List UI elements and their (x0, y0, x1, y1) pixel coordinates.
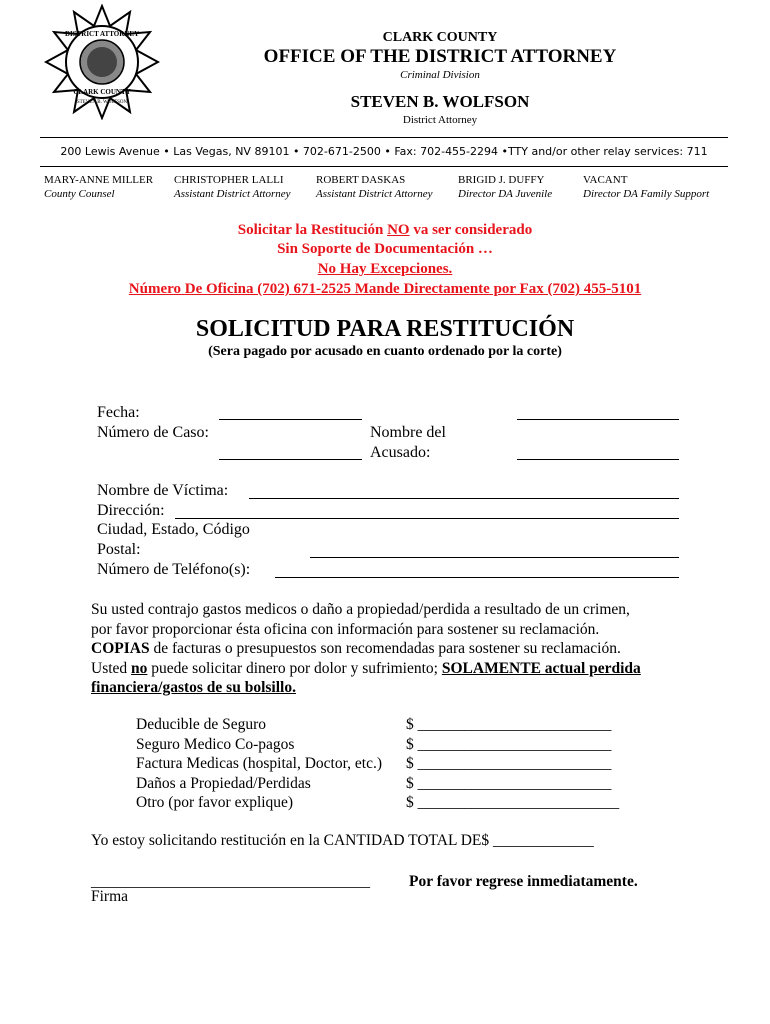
seal-text-bottom: CLARK COUNTY (73, 88, 131, 96)
expense-label: Deducible de Seguro (136, 716, 266, 733)
signature-label: Firma (91, 888, 129, 905)
instructions-paragraph: Su usted contrajo gastos medicos o daño a propiedad/perdida a resultado de un crimen, por favor proporcionar ésta oficina con información para sostener su reclamación. COPIAS de facturas o presupuestos son recomendadas para sostener su reclamación. Usted no puede solicitar dinero por dolor y sufrimiento; SOLAMENTE actual perdida financiera/gastos de su bolsillo. (91, 601, 641, 696)
defendant-name-field[interactable] (517, 459, 679, 460)
phone-label: Número de Teléfono(s): (97, 561, 251, 578)
postal-label: Postal: (97, 541, 141, 558)
expense-label: Seguro Medico Co-pagos (136, 735, 295, 753)
county-heading: CLARK COUNTY (382, 30, 498, 45)
city-state-zip-label: Ciudad, Estado, Código (97, 521, 250, 538)
staff-assistant-da-1: CHRISTOPHER LALLI Assistant District Attorney (174, 174, 291, 200)
fecha-label: Fecha: (97, 404, 140, 421)
phone-field[interactable] (275, 577, 679, 578)
staff-director-family-support: VACANT Director DA Family Support (583, 174, 710, 200)
district-attorney-seal (44, 4, 160, 120)
seal-text-name: STEVEN B. WOLFSON (76, 100, 128, 105)
expense-label: Daños a Propiedad/Perdidas (136, 774, 311, 792)
city-state-zip-field[interactable] (310, 557, 679, 558)
address-field[interactable] (175, 518, 679, 519)
notice-line-3: No Hay Excepciones. (317, 261, 453, 277)
case-number-field[interactable] (219, 459, 362, 460)
expense-labels (136, 715, 382, 813)
expense-label: Otro (por favor explique) (136, 794, 294, 811)
seal-text-top: DISTRICT ATTORNEY (64, 30, 140, 38)
defendant-name-label-2: Acusado: (370, 444, 431, 461)
expense-amount-field[interactable]: $ _________________________ (406, 735, 612, 753)
notice-line-1: Solicitar la Restitución NO va ser considerado (237, 222, 533, 238)
total-request-line[interactable]: Yo estoy solicitando restitución en la CANTIDAD TOTAL DE$ _____________ (91, 832, 594, 849)
case-number-label: Número de Caso: (97, 424, 209, 441)
form-subtitle: (Sera pagado por acusado en cuanto ordenado por la corte) (208, 344, 562, 359)
office-address: 200 Lewis Avenue • Las Vegas, NV 89101 • 702-671-2500 • Fax: 702-455-2294 •TTY and/or other relay services: 711 (60, 145, 708, 158)
staff-assistant-da-2: ROBERT DASKAS Assistant District Attorney (316, 174, 433, 200)
office-heading: OFFICE OF THE DISTRICT ATTORNEY (263, 46, 617, 67)
expense-amount-field[interactable]: $ _________________________ (406, 716, 612, 733)
expense-amounts[interactable] (406, 715, 619, 813)
division-label: Criminal Division (400, 69, 480, 81)
staff-director-juvenile: BRIGID J. DUFFY Director DA Juvenile (458, 174, 553, 200)
expense-amount-field[interactable]: $ _________________________ (406, 755, 612, 772)
header-divider-bottom (40, 166, 728, 167)
signature-line[interactable]: ____________________________________ (91, 873, 370, 890)
expense-label: Factura Medicas (hospital, Doctor, etc.) (136, 755, 383, 772)
header-divider-top (40, 137, 728, 138)
defendant-extra-field[interactable] (517, 419, 679, 420)
defendant-name-label-1: Nombre del (370, 424, 446, 441)
victim-name-label: Nombre de Víctima: (97, 482, 229, 499)
staff-county-counsel: MARY-ANNE MILLER County Counsel (44, 174, 154, 200)
return-note: Por favor regrese inmediatamente. (409, 873, 638, 890)
address-label: Dirección: (97, 502, 165, 519)
notice-line-2: Sin Soporte de Documentación … (277, 241, 493, 257)
expense-amount-field[interactable]: $ __________________________ (406, 794, 620, 811)
victim-name-field[interactable] (249, 498, 679, 499)
da-name: STEVEN B. WOLFSON (350, 92, 530, 111)
da-title: District Attorney (402, 114, 478, 126)
expense-amount-field[interactable]: $ _________________________ (406, 774, 612, 792)
fecha-field[interactable] (219, 419, 362, 420)
notice-line-4: Número De Oficina (702) 671-2525 Mande Directamente por Fax (702) 455-5101 (128, 281, 642, 297)
form-title: SOLICITUD PARA RESTITUCIÓN (195, 316, 575, 342)
